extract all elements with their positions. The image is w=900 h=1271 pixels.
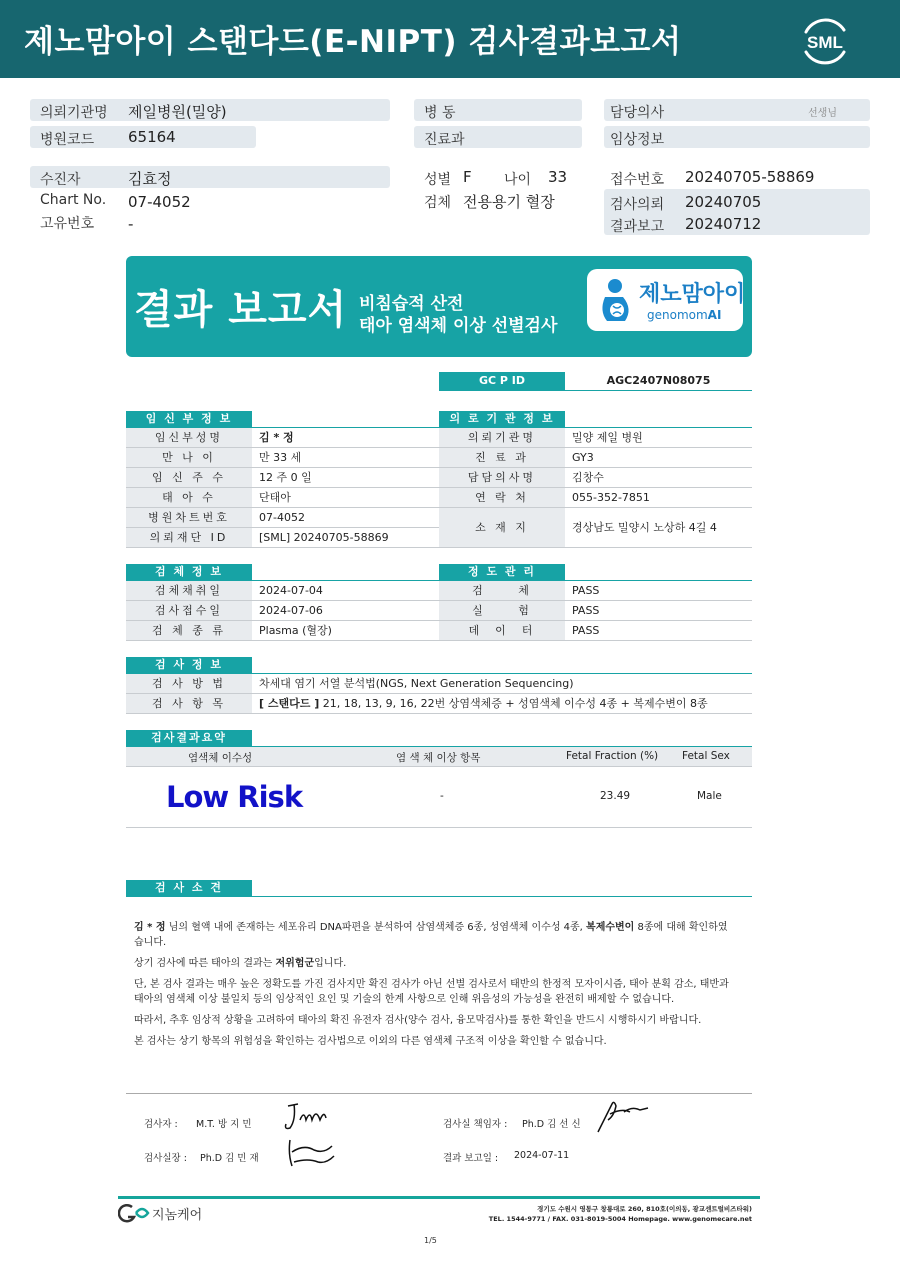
doctor-suffix: 선생님 [808, 108, 837, 119]
company-contact: TEL. 1544-9771 / FAX. 031-8019-5004 Homepage. www.genomecare.net [488, 1215, 752, 1223]
gcp-id-value: AGC2407N08075 [606, 374, 711, 387]
genomom-logo-ai: AI [707, 308, 722, 322]
report-title: 제노맘아이 스탠다드(E-NIPT) 검사결과보고서 [24, 24, 682, 60]
opinion-p2a: 상기 검사에 따른 태아의 결과는 [134, 958, 276, 969]
pregnant-header: 임 신 부 정 보 [126, 411, 252, 427]
test-items-value: 21, 18, 13, 9, 16, 22번 상염색체증 + 성염색체 이수성 4종 + 복제수변이 8종 [319, 697, 708, 710]
specimen-label-2: 검사접수일 [126, 601, 252, 620]
pregnant-value-5: 07-4052 [259, 511, 305, 524]
report-value: 20240712 [685, 215, 762, 233]
tester-name: M.T. 방 지 민 [196, 1119, 252, 1130]
chief-signature-icon [284, 1136, 338, 1170]
request-label: 검사의뢰 [610, 197, 665, 213]
reception-label: 접수번호 [610, 172, 665, 188]
opinion-header: 검 사 소 견 [126, 880, 252, 896]
pregnant-label-4: 태 아 수 [126, 488, 252, 507]
company-name: 지놈케어 [152, 1208, 203, 1223]
summary-col-fetal-sex: Fetal Sex [682, 750, 730, 762]
result-low-risk: Low Risk [166, 780, 303, 814]
test-items-bold: [ 스탠다드 ] [259, 697, 320, 710]
specimen-value: 전용용기 혈장 [463, 193, 555, 211]
institution-value-4: 055-352-7851 [572, 491, 650, 504]
summary-header: 검사결과요약 [126, 730, 252, 746]
company-address: 경기도 수원시 영통구 창룡대로 260, 810호(이의동, 광교센트럴비즈타워) [537, 1205, 752, 1213]
svg-text:SML: SML [807, 33, 843, 52]
pregnant-value-4: 단태아 [259, 491, 291, 504]
report-header-bar [0, 0, 900, 78]
specimen-label-3: 검 체 종 류 [126, 621, 252, 640]
chief-label: 검사실장 : [144, 1153, 187, 1164]
test-method-label: 검 사 방 법 [126, 674, 252, 693]
hospital-code-label: 병원코드 [40, 132, 95, 148]
result-fetal-fraction: 23.49 [600, 790, 631, 802]
opinion-patient: 김 * 정 [134, 922, 166, 933]
summary-col-aneuploidy: 염색체 이수성 [188, 752, 253, 764]
institution-value-1: 밀양 제일 병원 [572, 431, 643, 444]
pregnant-value-2: 만 33 세 [259, 451, 302, 464]
specimen-label-1: 검체채취일 [126, 581, 252, 600]
summary-col-abnormal: 염 색 체 이상 항목 [396, 752, 481, 764]
qc-label-1: 검 체 [439, 581, 565, 600]
opinion-p3b: 태아의 염색체 이상 불일치 등의 임상적인 요인 및 기술의 한계 사항으로 인해 위음성의 가능성을 완전히 배제할 수 없습니다. [134, 994, 675, 1005]
institution-label: 의뢰기관명 [40, 105, 108, 121]
qc-label-2: 실 험 [439, 601, 565, 620]
chart-value: 07-4052 [128, 193, 191, 211]
responsible-name: Ph.D 김 선 신 [522, 1119, 581, 1130]
reception-value: 20240705-58869 [685, 168, 815, 186]
sex-value: F [463, 168, 472, 186]
specimen-label: 검체 [424, 195, 452, 211]
qc-value-1: PASS [572, 584, 600, 597]
summary-col-fetal-fraction: Fetal Fraction (%) [566, 750, 659, 762]
test-items-label: 검 사 항 목 [126, 694, 252, 713]
institution-label-2: 진 료 과 [439, 448, 565, 467]
specimen-value-1: 2024-07-04 [259, 584, 323, 597]
id-label: 고유번호 [40, 216, 95, 232]
banner-subtitle-2: 태아 염색체 이상 선별검사 [359, 316, 558, 336]
institution-label-3: 담담의사명 [439, 468, 565, 487]
report-date-label: 결과 보고일 : [443, 1153, 499, 1164]
responsible-label: 검사실 책임자 : [443, 1119, 508, 1130]
institution-value-2: GY3 [572, 451, 594, 464]
opinion-p2b: 입니다. [314, 958, 347, 969]
test-method-value: 차세대 염기 서열 분석법(NGS, Next Generation Sequencing) [259, 677, 574, 690]
ward-label: 병 동 [424, 105, 456, 121]
doctor-label: 담당의사 [610, 105, 665, 121]
institution-value: 제일병원(밀양) [128, 103, 227, 121]
pregnant-value-1: 김 * 정 [259, 431, 294, 444]
specimen-value-2: 2024-07-06 [259, 604, 323, 617]
institution-label-1: 의뢰기관명 [439, 428, 565, 447]
pregnant-label-2: 만 나 이 [126, 448, 252, 467]
qc-label-3: 데 이 터 [439, 621, 565, 640]
gcp-id-label: GC P ID [439, 372, 565, 390]
patient-label: 수진자 [40, 172, 81, 188]
pregnant-label-1: 임신부성명 [126, 428, 252, 447]
qc-header: 정 도 관 리 [439, 564, 565, 580]
dept-label: 진료과 [424, 132, 465, 148]
pregnant-value-6: [SML] 20240705-58869 [259, 531, 389, 544]
chart-label: Chart No. [40, 192, 107, 208]
sml-logo-icon [798, 14, 852, 68]
patient-name: 김효정 [128, 170, 172, 188]
genomecare-logo-icon [118, 1203, 152, 1223]
opinion-p2-bold: 저위험군 [275, 958, 315, 969]
tester-label: 검사자 : [144, 1119, 178, 1130]
specimen-value-3: Plasma (혈장) [259, 624, 332, 637]
institution-header: 의 로 기 관 정 보 [439, 411, 565, 427]
pregnant-label-3: 임 신 주 수 [126, 468, 252, 487]
tester-signature-icon [282, 1100, 332, 1134]
specimen-header: 검 체 정 보 [126, 564, 252, 580]
banner-title: 결과 보고서 [134, 287, 348, 333]
chief-name: Ph.D 김 민 재 [200, 1153, 259, 1164]
opinion-p1b: 8종에 대해 확인하였 [634, 922, 728, 933]
result-banner [126, 256, 752, 357]
opinion-p4: 따라서, 추후 임상적 상황을 고려하여 태아의 확진 유전자 검사(양수 검사, 융모막검사)를 통한 확인을 반드시 시행하시기 바랍니다. [134, 1015, 702, 1026]
report-label: 결과보고 [610, 219, 665, 235]
result-fetal-sex: Male [697, 790, 722, 802]
result-abnormal-items: - [440, 790, 444, 802]
hospital-code-value: 65164 [128, 128, 176, 146]
qc-value-2: PASS [572, 604, 600, 617]
responsible-signature-icon [594, 1098, 654, 1136]
page-number: 1/5 [424, 1236, 437, 1245]
pregnant-label-5: 병원차트번호 [126, 508, 252, 527]
pregnant-value-3: 12 주 0 일 [259, 471, 312, 484]
age-value: 33 [548, 168, 568, 186]
id-value: - [128, 215, 134, 233]
opinion-p1c: 습니다. [134, 937, 167, 948]
sex-label: 성별 [424, 172, 452, 188]
report-date: 2024-07-11 [514, 1150, 570, 1161]
test-info-header: 검 사 정 보 [126, 657, 252, 673]
institution-value-3: 김창수 [572, 471, 604, 484]
banner-subtitle-1: 비침습적 산전 [359, 294, 464, 314]
institution-value-5: 경상남도 밀양시 노상하 4길 4 [572, 521, 717, 534]
institution-label-5: 소 재 지 [439, 508, 565, 547]
institution-label-4: 연 락 처 [439, 488, 565, 507]
pregnant-label-6: 의뢰재단 ID [126, 528, 252, 547]
opinion-p5: 본 검사는 상기 항목의 위험성을 확인하는 검사법으로 이외의 다른 염색체 구조적 이상을 확인할 수 없습니다. [134, 1036, 607, 1047]
clinical-label: 임상정보 [610, 132, 665, 148]
request-value: 20240705 [685, 193, 762, 211]
opinion-p1a: 님의 혈액 내에 존재하는 세포유리 DNA파편을 분석하여 삼염색체증 6종, 성염색체 이수성 4종, [165, 922, 587, 933]
genomom-logo-en: genomom [647, 308, 708, 322]
age-label: 나이 [504, 172, 532, 188]
qc-value-3: PASS [572, 624, 600, 637]
genomom-mother-icon [593, 277, 637, 325]
genomom-logo [587, 269, 746, 331]
genomom-logo-kr: 제노맘아이 [639, 282, 746, 307]
opinion-p3a: 단, 본 검사 결과는 매우 높은 정확도를 가진 검사지만 확진 검사가 아닌 선별 검사로서 태반의 한정적 모자이시즘, 태아 분획 감소, 태반과 [134, 979, 729, 990]
opinion-p1-bold: 복제수변이 [586, 922, 635, 933]
